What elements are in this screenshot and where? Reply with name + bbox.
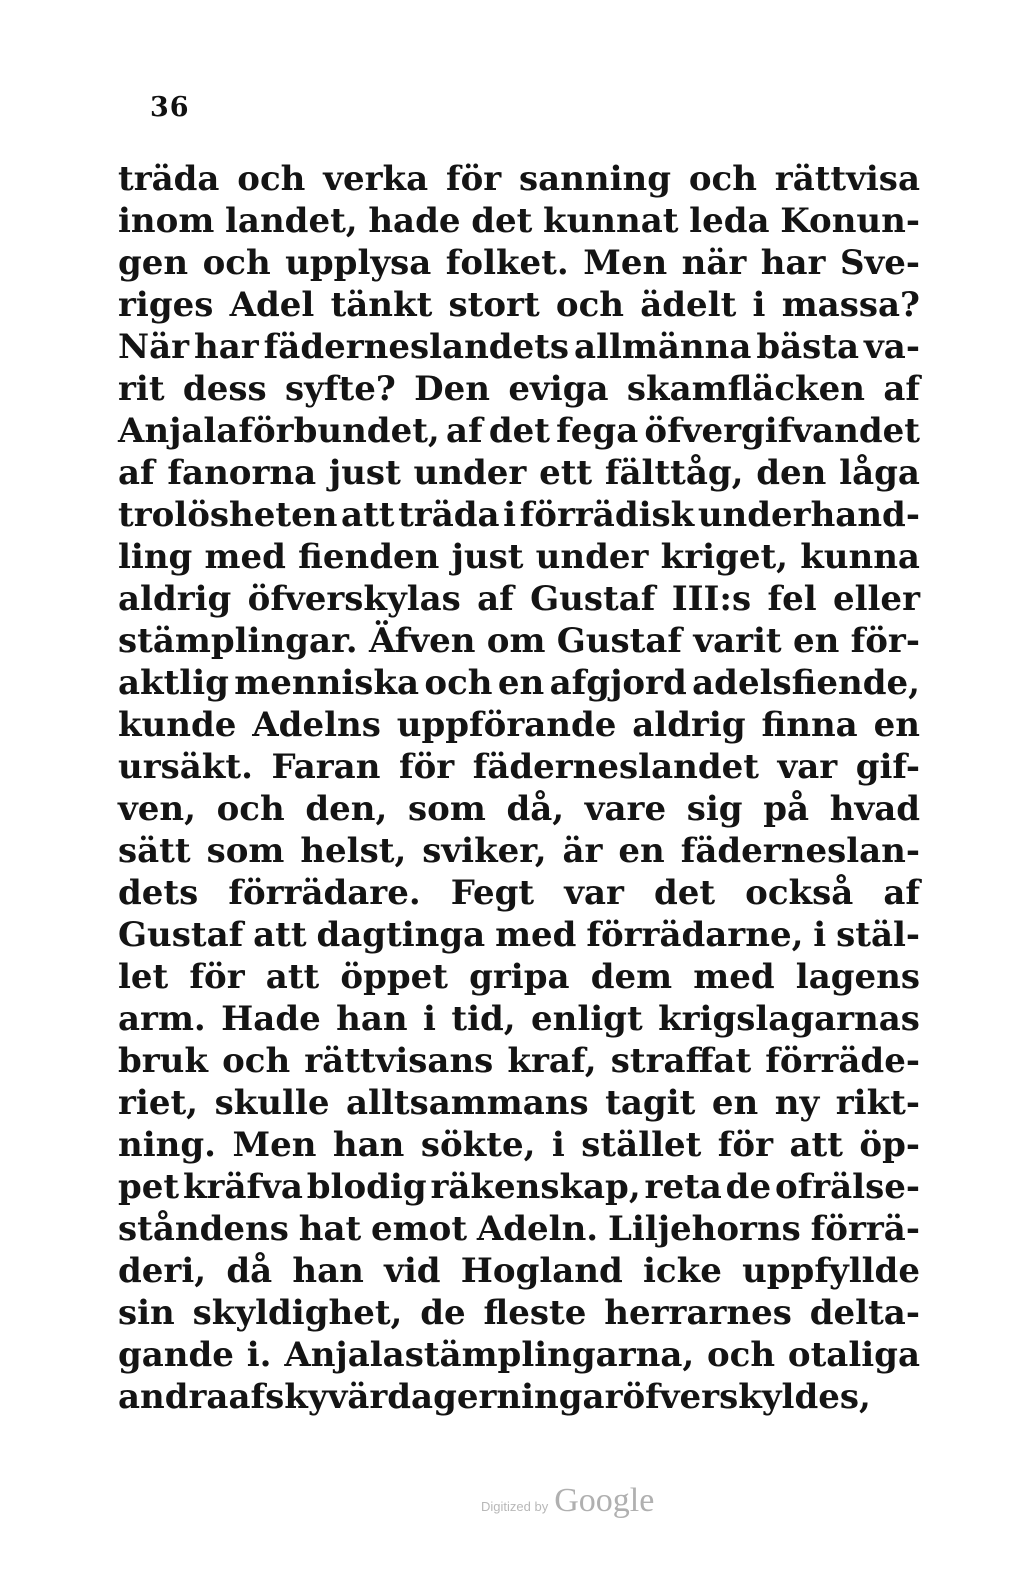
watermark-prefix: Digitized by [481, 1499, 549, 1514]
text-line: gande i. Anjalastämplingarna, och otaliga [118, 1335, 920, 1375]
text-line: inom landet, hade det kunnat leda Konun- [118, 201, 920, 241]
body-text [118, 158, 920, 1418]
text-line: aktlig menniska och en afgjord adelsfiende, [118, 663, 920, 703]
text-line: arm. Hade han i tid, enligt krigslagarnas [118, 999, 920, 1039]
text-line: ning. Men han sökte, i stället för att öp- [118, 1125, 920, 1165]
text-line: ursäkt. Faran för fäderneslandet var gif- [118, 747, 920, 787]
text-line: trolösheten att träda i förrädisk underhand- [118, 495, 920, 535]
text-line: andra afskyvärda gerningar öfverskyldes, [118, 1377, 871, 1417]
text-line: deri, då han vid Hogland icke uppfyllde [118, 1251, 920, 1291]
text-line: pet kräfva blodig räkenskap, reta de ofrälse- [118, 1167, 920, 1207]
text-line: sätt som helst, sviker, är en fäderneslan- [118, 831, 920, 871]
text-line: sin skyldighet, de fleste herrarnes delta- [118, 1293, 920, 1333]
google-logo: Google [554, 1482, 655, 1519]
page-number: 36 [150, 92, 190, 123]
text-line: af fanorna just under ett fälttåg, den låga [118, 453, 920, 493]
text-line: ven, och den, som då, vare sig på hvad [118, 789, 920, 829]
text-line: träda och verka för sanning och rättvisa [118, 159, 920, 199]
text-line: dets förrädare. Fegt var det också af [118, 873, 920, 913]
text-line: Anjalaförbundet, af det fega öfvergifvandet [118, 411, 920, 451]
text-line: bruk och rättvisans kraf, straffat förräde- [118, 1041, 920, 1081]
text-line: Gustaf att dagtinga med förrädarne, i stäl- [118, 915, 920, 955]
text-line: gen och upplysa folket. Men när har Sve- [118, 243, 920, 283]
text-line: rit dess syfte? Den eviga skamfläcken af [118, 369, 920, 409]
text-line: När har fäderneslandets allmänna bästa va- [118, 327, 920, 367]
text-line: ling med fienden just under kriget, kunna [118, 537, 920, 577]
text-line: riet, skulle alltsammans tagit en ny rikt- [118, 1083, 920, 1123]
text-line: ståndens hat emot Adeln. Liljehorns förrä- [118, 1209, 920, 1249]
digitized-watermark [481, 1482, 654, 1520]
text-line: aldrig öfverskylas af Gustaf III:s fel eller [118, 579, 920, 619]
text-line: let för att öppet gripa dem med lagens [118, 957, 920, 997]
text-line: kunde Adelns uppförande aldrig finna en [118, 705, 920, 745]
text-line: riges Adel tänkt stort och ädelt i massa? [118, 285, 920, 325]
text-line: stämplingar. Äfven om Gustaf varit en för- [118, 621, 920, 661]
